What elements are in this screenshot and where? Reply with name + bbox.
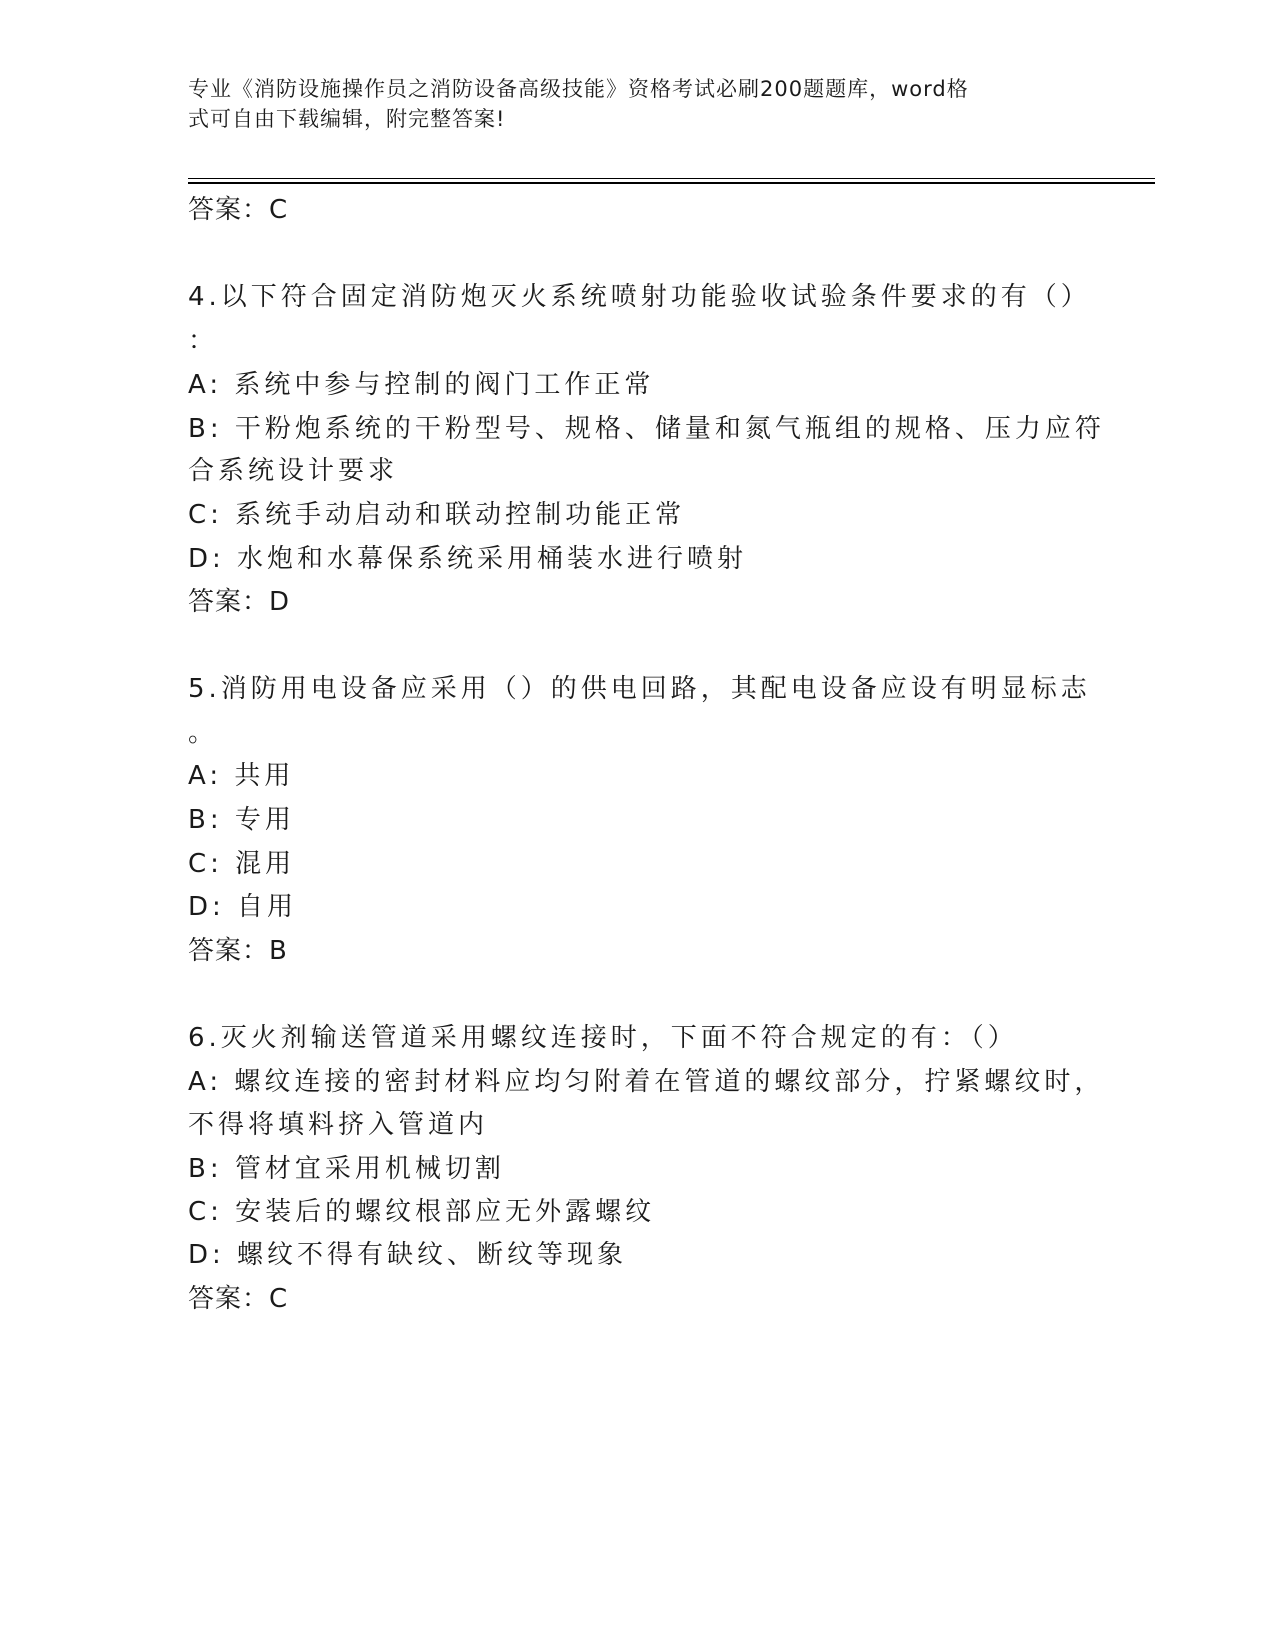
header-divider-thin [188, 178, 1155, 179]
header-line-1: 专业《消防设施操作员之消防设备高级技能》资格考试必刷200题题库，word格 [188, 77, 969, 101]
question-4-option-a: A: 系统中参与控制的阀门工作正常 [188, 370, 655, 400]
question-6-option-a-continued: 不得将填料挤入管道内 [188, 1110, 489, 1140]
question-5-answer: 答案：B [188, 936, 288, 966]
question-5-option-a: A: 共用 [188, 761, 295, 791]
question-5-option-b: B: 专用 [188, 805, 295, 835]
question-4-option-c: C: 系统手动启动和联动控制功能正常 [188, 500, 686, 530]
question-6-answer: 答案：C [188, 1284, 289, 1314]
question-4-answer: 答案：D [188, 587, 291, 617]
question-6-option-b: B: 管材宜采用机械切割 [188, 1154, 505, 1184]
document-header [188, 74, 1088, 134]
question-6-option-a: A: 螺纹连接的密封材料应均匀附着在管道的螺纹部分，拧紧螺纹时， [188, 1067, 1105, 1097]
answer-line: 答案：C [188, 195, 289, 225]
question-4-option-b: B: 干粉炮系统的干粉型号、规格、储量和氮气瓶组的规格、压力应符 [188, 414, 1105, 444]
question-4-stem-continued: ： [188, 326, 219, 356]
question-4-option-d: D: 水炮和水幕保系统采用桶装水进行喷射 [188, 544, 748, 574]
question-6-stem: 6.灭火剂输送管道采用螺纹连接时，下面不符合规定的有：（） [188, 1023, 1018, 1053]
question-5-option-d: D: 自用 [188, 892, 298, 922]
header-divider-thick [188, 182, 1155, 184]
question-4-stem: 4.以下符合固定消防炮灭火系统喷射功能验收试验条件要求的有（） [188, 282, 1091, 312]
question-5-option-c: C: 混用 [188, 849, 296, 879]
question-4-option-b-continued: 合系统设计要求 [188, 456, 399, 486]
question-5-stem-continued: 。 [188, 718, 219, 748]
question-5-stem: 5.消防用电设备应采用（）的供电回路，其配电设备应设有明显标志 [188, 674, 1091, 704]
question-6-option-c: C: 安装后的螺纹根部应无外露螺纹 [188, 1197, 656, 1227]
header-line-2: 式可自由下载编辑，附完整答案! [188, 107, 506, 131]
question-6-option-d: D: 螺纹不得有缺纹、断纹等现象 [188, 1240, 628, 1270]
